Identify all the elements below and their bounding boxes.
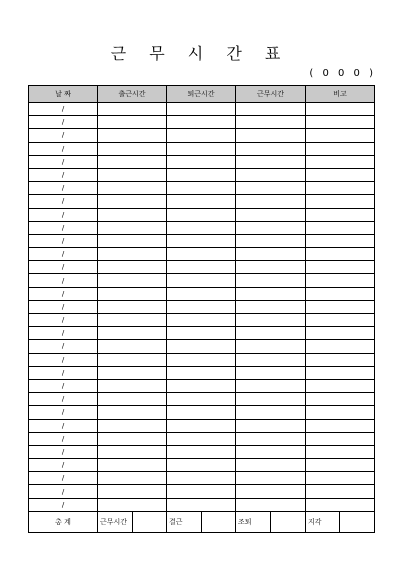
clock-in-cell[interactable] <box>98 234 167 247</box>
clock-in-cell[interactable] <box>98 406 167 419</box>
clock-out-cell[interactable] <box>167 419 236 432</box>
clock-out-cell[interactable] <box>167 287 236 300</box>
date-cell[interactable]: / <box>29 142 98 155</box>
clock-in-cell[interactable] <box>98 195 167 208</box>
work-hours-cell[interactable] <box>236 248 306 261</box>
clock-in-cell[interactable] <box>98 340 167 353</box>
remarks-cell[interactable] <box>306 261 375 274</box>
clock-out-cell[interactable] <box>167 129 236 142</box>
clock-in-cell[interactable] <box>98 393 167 406</box>
table-row <box>29 379 375 392</box>
work-hours-cell[interactable] <box>236 445 306 458</box>
clock-in-cell[interactable] <box>98 485 167 498</box>
clock-out-cell[interactable] <box>167 432 236 445</box>
remarks-cell[interactable] <box>306 459 375 472</box>
work-hours-cell[interactable] <box>236 340 306 353</box>
work-hours-cell[interactable] <box>236 379 306 392</box>
clock-in-cell[interactable] <box>98 155 167 168</box>
work-hours-cell[interactable] <box>236 300 306 313</box>
clock-in-cell[interactable] <box>98 168 167 181</box>
remarks-cell[interactable] <box>306 406 375 419</box>
remarks-cell[interactable] <box>306 208 375 221</box>
table-row <box>29 168 375 181</box>
date-cell[interactable]: / <box>29 432 98 445</box>
table-row <box>29 366 375 379</box>
clock-out-cell[interactable] <box>167 182 236 195</box>
clock-out-cell[interactable] <box>167 195 236 208</box>
table-row <box>29 103 375 116</box>
remarks-cell[interactable] <box>306 287 375 300</box>
clock-out-cell[interactable] <box>167 340 236 353</box>
late-label: 지각 <box>306 511 340 532</box>
work-time-label: 근무시간 <box>98 511 133 532</box>
remarks-cell[interactable] <box>306 103 375 116</box>
table-row <box>29 472 375 485</box>
date-cell[interactable]: / <box>29 366 98 379</box>
remarks-cell[interactable] <box>306 366 375 379</box>
table-row <box>29 300 375 313</box>
date-cell[interactable]: / <box>29 248 98 261</box>
table-row <box>29 485 375 498</box>
early-leave-value[interactable] <box>271 511 306 532</box>
clock-out-cell[interactable] <box>167 116 236 129</box>
work-hours-cell[interactable] <box>236 274 306 287</box>
remarks-cell[interactable] <box>306 182 375 195</box>
clock-in-cell[interactable] <box>98 379 167 392</box>
table-row <box>29 287 375 300</box>
work-hours-cell[interactable] <box>236 129 306 142</box>
date-cell[interactable]: / <box>29 168 98 181</box>
table-row <box>29 419 375 432</box>
work-hours-cell[interactable] <box>236 155 306 168</box>
date-cell[interactable]: / <box>29 445 98 458</box>
work-hours-cell[interactable] <box>236 168 306 181</box>
work-hours-cell[interactable] <box>236 432 306 445</box>
date-cell[interactable]: / <box>29 300 98 313</box>
table-row <box>29 155 375 168</box>
work-hours-cell[interactable] <box>236 261 306 274</box>
clock-in-cell[interactable] <box>98 327 167 340</box>
clock-out-cell[interactable] <box>167 406 236 419</box>
clock-in-cell[interactable] <box>98 129 167 142</box>
date-cell[interactable]: / <box>29 353 98 366</box>
date-cell[interactable]: / <box>29 195 98 208</box>
timesheet-body <box>29 103 375 512</box>
date-cell[interactable]: / <box>29 393 98 406</box>
clock-in-cell[interactable] <box>98 261 167 274</box>
total-label: 총 계 <box>29 511 98 532</box>
remarks-cell[interactable] <box>306 445 375 458</box>
work-hours-cell[interactable] <box>236 327 306 340</box>
table-row <box>29 498 375 511</box>
table-row <box>29 116 375 129</box>
clock-in-cell[interactable] <box>98 248 167 261</box>
table-row <box>29 221 375 234</box>
table-row <box>29 234 375 247</box>
employee-code: ( 0 0 0 ) <box>309 68 376 79</box>
work-hours-cell[interactable] <box>236 221 306 234</box>
early-leave-label: 조퇴 <box>236 511 271 532</box>
header-clock-in: 출근시간 <box>98 86 167 103</box>
table-row <box>29 142 375 155</box>
work-hours-cell[interactable] <box>236 195 306 208</box>
remarks-cell[interactable] <box>306 195 375 208</box>
clock-out-cell[interactable] <box>167 445 236 458</box>
clock-out-cell[interactable] <box>167 314 236 327</box>
table-row <box>29 208 375 221</box>
clock-in-cell[interactable] <box>98 445 167 458</box>
remarks-cell[interactable] <box>306 432 375 445</box>
remarks-cell[interactable] <box>306 485 375 498</box>
remarks-cell[interactable] <box>306 353 375 366</box>
remarks-cell[interactable] <box>306 116 375 129</box>
clock-in-cell[interactable] <box>98 472 167 485</box>
absence-value[interactable] <box>202 511 236 532</box>
clock-in-cell[interactable] <box>98 432 167 445</box>
date-cell[interactable]: / <box>29 208 98 221</box>
clock-out-cell[interactable] <box>167 103 236 116</box>
clock-out-cell[interactable] <box>167 300 236 313</box>
date-cell[interactable]: / <box>29 498 98 511</box>
date-cell[interactable]: / <box>29 419 98 432</box>
table-row <box>29 182 375 195</box>
header-work-hours: 근무시간 <box>236 86 306 103</box>
remarks-cell[interactable] <box>306 274 375 287</box>
late-value[interactable] <box>340 511 375 532</box>
table-row <box>29 340 375 353</box>
remarks-cell[interactable] <box>306 393 375 406</box>
page-title: 근 무 시 간 표 <box>110 44 290 63</box>
clock-in-cell[interactable] <box>98 366 167 379</box>
work-hours-cell[interactable] <box>236 498 306 511</box>
table-row <box>29 432 375 445</box>
header-row <box>29 86 375 103</box>
remarks-cell[interactable] <box>306 234 375 247</box>
clock-out-cell[interactable] <box>167 485 236 498</box>
clock-out-cell[interactable] <box>167 353 236 366</box>
work-hours-cell[interactable] <box>236 353 306 366</box>
clock-in-cell[interactable] <box>98 459 167 472</box>
clock-in-cell[interactable] <box>98 314 167 327</box>
table-row <box>29 195 375 208</box>
clock-out-cell[interactable] <box>167 459 236 472</box>
header-remarks: 비고 <box>306 86 375 103</box>
work-hours-cell[interactable] <box>236 406 306 419</box>
remarks-cell[interactable] <box>306 327 375 340</box>
work-hours-cell[interactable] <box>236 459 306 472</box>
clock-out-cell[interactable] <box>167 472 236 485</box>
clock-out-cell[interactable] <box>167 327 236 340</box>
clock-in-cell[interactable] <box>98 142 167 155</box>
date-cell[interactable]: / <box>29 129 98 142</box>
date-cell[interactable]: / <box>29 182 98 195</box>
table-row <box>29 406 375 419</box>
date-cell[interactable]: / <box>29 234 98 247</box>
date-cell[interactable]: / <box>29 116 98 129</box>
date-cell[interactable]: / <box>29 472 98 485</box>
header-clock-out: 퇴근시간 <box>167 86 236 103</box>
table-row <box>29 314 375 327</box>
work-hours-cell[interactable] <box>236 116 306 129</box>
clock-out-cell[interactable] <box>167 498 236 511</box>
date-cell[interactable]: / <box>29 340 98 353</box>
date-cell[interactable]: / <box>29 221 98 234</box>
table-row <box>29 261 375 274</box>
timesheet-table <box>28 85 375 533</box>
date-cell[interactable]: / <box>29 327 98 340</box>
remarks-cell[interactable] <box>306 221 375 234</box>
clock-out-cell[interactable] <box>167 234 236 247</box>
work-hours-cell[interactable] <box>236 208 306 221</box>
table-row <box>29 459 375 472</box>
clock-out-cell[interactable] <box>167 274 236 287</box>
remarks-cell[interactable] <box>306 168 375 181</box>
work-hours-cell[interactable] <box>236 182 306 195</box>
clock-out-cell[interactable] <box>167 221 236 234</box>
clock-in-cell[interactable] <box>98 419 167 432</box>
clock-in-cell[interactable] <box>98 208 167 221</box>
clock-out-cell[interactable] <box>167 379 236 392</box>
work-hours-cell[interactable] <box>236 103 306 116</box>
clock-out-cell[interactable] <box>167 261 236 274</box>
table-row <box>29 274 375 287</box>
footer-row <box>29 511 375 532</box>
work-hours-cell[interactable] <box>236 419 306 432</box>
table-row <box>29 353 375 366</box>
date-cell[interactable]: / <box>29 406 98 419</box>
clock-in-cell[interactable] <box>98 116 167 129</box>
date-cell[interactable]: / <box>29 261 98 274</box>
remarks-cell[interactable] <box>306 472 375 485</box>
date-cell[interactable]: / <box>29 459 98 472</box>
clock-in-cell[interactable] <box>98 300 167 313</box>
table-row <box>29 327 375 340</box>
table-row <box>29 393 375 406</box>
clock-out-cell[interactable] <box>167 393 236 406</box>
clock-in-cell[interactable] <box>98 353 167 366</box>
header-date: 날 짜 <box>29 86 98 103</box>
work-hours-cell[interactable] <box>236 314 306 327</box>
work-hours-cell[interactable] <box>236 234 306 247</box>
clock-in-cell[interactable] <box>98 182 167 195</box>
work-hours-cell[interactable] <box>236 287 306 300</box>
date-cell[interactable]: / <box>29 314 98 327</box>
remarks-cell[interactable] <box>306 314 375 327</box>
date-cell[interactable]: / <box>29 379 98 392</box>
table-row <box>29 248 375 261</box>
table-row <box>29 445 375 458</box>
clock-in-cell[interactable] <box>98 274 167 287</box>
work-hours-cell[interactable] <box>236 142 306 155</box>
clock-in-cell[interactable] <box>98 103 167 116</box>
clock-out-cell[interactable] <box>167 248 236 261</box>
clock-out-cell[interactable] <box>167 142 236 155</box>
clock-in-cell[interactable] <box>98 287 167 300</box>
remarks-cell[interactable] <box>306 142 375 155</box>
remarks-cell[interactable] <box>306 300 375 313</box>
work-hours-cell[interactable] <box>236 472 306 485</box>
remarks-cell[interactable] <box>306 155 375 168</box>
work-hours-cell[interactable] <box>236 366 306 379</box>
remarks-cell[interactable] <box>306 379 375 392</box>
absence-label: 결근 <box>167 511 202 532</box>
remarks-cell[interactable] <box>306 129 375 142</box>
work-hours-cell[interactable] <box>236 393 306 406</box>
clock-out-cell[interactable] <box>167 155 236 168</box>
remarks-cell[interactable] <box>306 498 375 511</box>
remarks-cell[interactable] <box>306 340 375 353</box>
date-cell[interactable]: / <box>29 155 98 168</box>
remarks-cell[interactable] <box>306 248 375 261</box>
clock-in-cell[interactable] <box>98 221 167 234</box>
work-hours-cell[interactable] <box>236 485 306 498</box>
table-row <box>29 129 375 142</box>
date-cell[interactable]: / <box>29 103 98 116</box>
date-cell[interactable]: / <box>29 287 98 300</box>
work-time-value[interactable] <box>133 511 167 532</box>
clock-in-cell[interactable] <box>98 498 167 511</box>
date-cell[interactable]: / <box>29 485 98 498</box>
date-cell[interactable]: / <box>29 274 98 287</box>
clock-out-cell[interactable] <box>167 208 236 221</box>
clock-out-cell[interactable] <box>167 168 236 181</box>
clock-out-cell[interactable] <box>167 366 236 379</box>
remarks-cell[interactable] <box>306 419 375 432</box>
